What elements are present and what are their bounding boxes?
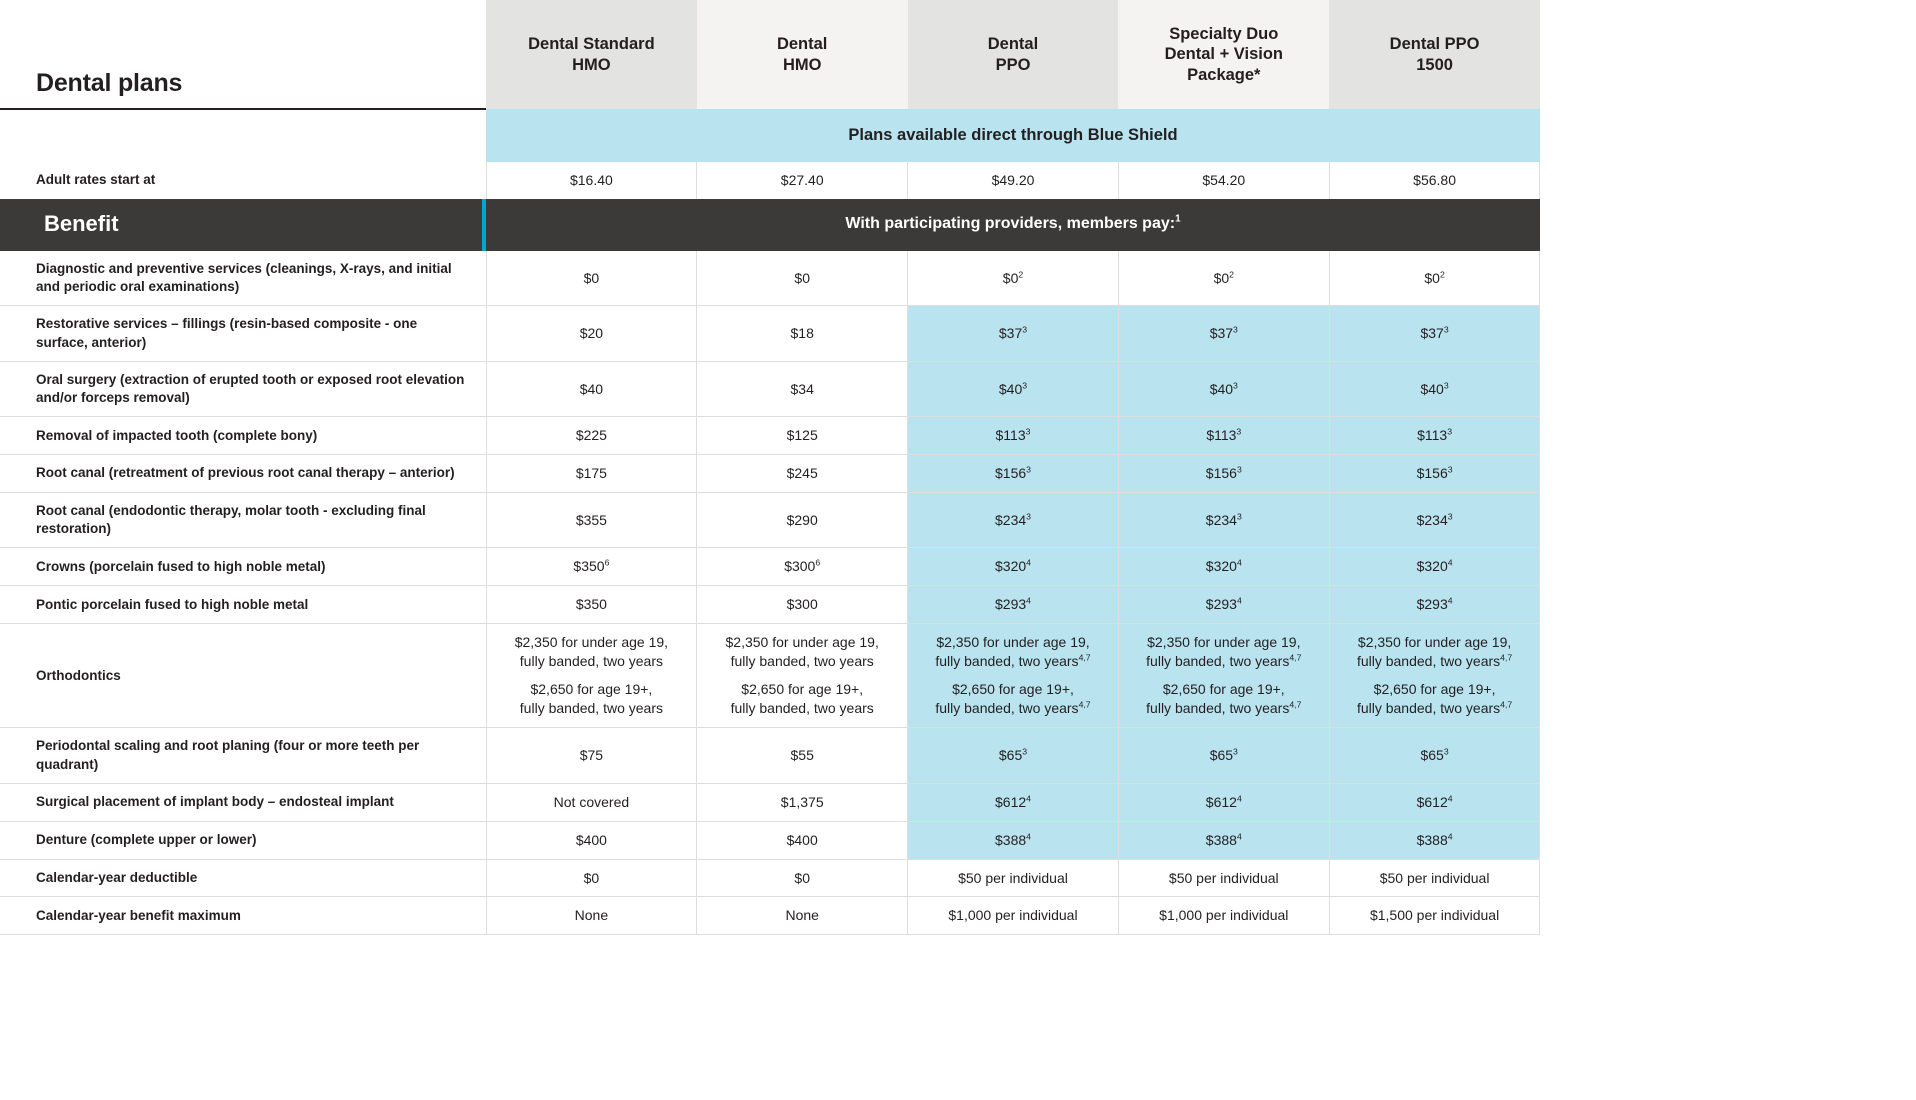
benefit-value-5: $\$234^3$	[1329, 492, 1540, 547]
benefit-value-4: $\$113^3$	[1118, 417, 1329, 455]
adult-rate-value-1: $16.40	[486, 162, 697, 199]
benefit-value-3: $\$156^3$	[908, 455, 1119, 493]
benefit-row-label: Pontic porcelain fused to high noble metal	[0, 586, 486, 624]
adult-rate-value-3: $49.20	[908, 162, 1119, 199]
benefit-value-4: $\$40^3$	[1118, 361, 1329, 416]
benefit-value-3: $50 per individual	[908, 859, 1119, 897]
benefit-value-3: $\$113^3$	[908, 417, 1119, 455]
footnote-marker: 3	[1022, 379, 1028, 390]
footnote-marker: 4,7	[1078, 699, 1091, 710]
adult-rate-value-2: $27.40	[697, 162, 908, 199]
benefit-value-3: $\$40^3$	[908, 361, 1119, 416]
footnote-marker: 3	[1233, 324, 1238, 335]
page-title-cell	[0, 0, 486, 109]
orthodontics-19-plus: $2,650 for age 19+, fully banded, two years$^{4,7}$	[1146, 681, 1302, 717]
footnote-marker: 4	[1026, 793, 1031, 804]
benefit-value-3: $\$234^3$	[908, 492, 1119, 547]
benefit-value-2: $55	[697, 728, 908, 783]
orthodontics-19-plus: $2,650 for age 19+, fully banded, two years	[519, 681, 663, 717]
plan-column-header-1: Dental Standard HMO	[486, 0, 697, 109]
benefit-row	[0, 897, 1540, 935]
benefit-value-2: $34	[697, 361, 908, 416]
benefit-header-row	[0, 199, 1540, 251]
benefit-value-5: $\$65^3$	[1329, 728, 1540, 783]
benefit-value-3: $\$0^2$	[908, 251, 1119, 306]
footnote-marker: 2	[1229, 269, 1234, 279]
footnote-marker: 4	[1447, 831, 1453, 841]
benefit-row	[0, 821, 1540, 859]
footnote-marker: 2	[1439, 269, 1445, 279]
orthodontics-gap	[495, 671, 689, 680]
orthodontics-value-5	[1329, 624, 1540, 728]
footnote-marker: 4,7	[1289, 699, 1302, 710]
footnote-marker: 4,7	[1078, 652, 1091, 663]
benefit-header-note: With participating providers, members pay:$^1$	[486, 199, 1540, 251]
footnote-marker: 3	[1233, 379, 1238, 390]
benefit-value-4: $\$293^4$	[1118, 586, 1329, 624]
benefit-row	[0, 361, 1540, 416]
benefit-value-1: $0	[486, 859, 697, 897]
benefit-value-3: $1,000 per individual	[908, 897, 1119, 935]
orthodontics-value-2	[697, 624, 908, 728]
orthodontics-19-plus: $2,650 for age 19+, fully banded, two years$^{4,7}$	[935, 681, 1091, 717]
benefit-row	[0, 548, 1540, 586]
benefit-value-1: $\$350^6$	[486, 548, 697, 586]
footnote-marker: 6	[604, 557, 610, 568]
footnote-marker: 3	[1443, 379, 1449, 390]
benefit-row-label: Diagnostic and preventive services (cleanings, X-rays, and initial and periodic oral examinations)	[0, 251, 486, 306]
benefit-value-2: $1,375	[697, 783, 908, 821]
benefit-value-4: $\$65^3$	[1118, 728, 1329, 783]
benefit-value-4: $50 per individual	[1118, 859, 1329, 897]
adult-rate-value-5: $56.80	[1329, 162, 1540, 199]
benefit-value-1: $355	[486, 492, 697, 547]
benefit-value-1: $40	[486, 361, 697, 416]
availability-band-text: Plans available direct through Blue Shield	[486, 109, 1540, 162]
footnote-marker: 4	[1026, 595, 1031, 606]
orthodontics-value-1	[486, 624, 697, 728]
orthodontics-row	[0, 624, 1540, 728]
benefit-header-label: Benefit	[0, 199, 486, 251]
orthodontics-under-19: $2,350 for under age 19, fully banded, two years$^{4,7}$	[1146, 634, 1302, 670]
orthodontics-under-19: $2,350 for under age 19, fully banded, two years	[514, 634, 669, 670]
orthodontics-gap	[1338, 671, 1532, 680]
footnote-marker: 4	[1447, 557, 1453, 568]
benefit-value-3: $\$612^4$	[908, 783, 1119, 821]
benefit-value-2: $290	[697, 492, 908, 547]
footnote-marker: 3	[1025, 426, 1031, 437]
benefit-value-4: $\$388^4$	[1118, 821, 1329, 859]
orthodontics-under-19: $2,350 for under age 19, fully banded, two years$^{4,7}$	[1356, 634, 1513, 670]
benefit-value-1: $350	[486, 586, 697, 624]
orthodontics-gap	[1127, 671, 1321, 680]
benefit-row	[0, 455, 1540, 493]
availability-band-spacer	[0, 109, 486, 162]
benefit-value-2: $0	[697, 859, 908, 897]
benefit-value-2: $18	[697, 306, 908, 361]
plan-column-header-3: Dental PPO	[908, 0, 1119, 109]
benefit-value-5: $\$612^4$	[1329, 783, 1540, 821]
benefit-row-label: Removal of impacted tooth (complete bony)	[0, 417, 486, 455]
benefit-row	[0, 783, 1540, 821]
footnote-marker: 4	[1236, 557, 1242, 568]
benefit-value-2: $0	[697, 251, 908, 306]
benefit-value-4: $\$37^3$	[1118, 306, 1329, 361]
benefit-value-1: None	[486, 897, 697, 935]
benefit-value-4: $\$156^3$	[1118, 455, 1329, 493]
benefit-value-2: None	[697, 897, 908, 935]
benefit-value-2: $300	[697, 586, 908, 624]
benefit-value-5: $\$293^4$	[1329, 586, 1540, 624]
footnote-marker: 3	[1233, 746, 1238, 757]
footnote-marker: 4	[1236, 595, 1242, 606]
benefit-value-1: Not covered	[486, 783, 697, 821]
adult-rate-value-4: $54.20	[1118, 162, 1329, 199]
orthodontics-19-plus: $2,650 for age 19+, fully banded, two years$^{4,7}$	[1356, 681, 1513, 717]
benefit-value-1: $0	[486, 251, 697, 306]
benefit-value-3: $\$65^3$	[908, 728, 1119, 783]
benefit-value-3: $\$37^3$	[908, 306, 1119, 361]
orthodontics-label: Orthodontics	[0, 624, 486, 728]
benefit-value-5: $\$156^3$	[1329, 455, 1540, 493]
footnote-marker: 4	[1026, 831, 1031, 841]
benefit-row-label: Surgical placement of implant body – endosteal implant	[0, 783, 486, 821]
benefit-value-1: $225	[486, 417, 697, 455]
benefit-row-label: Crowns (porcelain fused to high noble metal)	[0, 548, 486, 586]
benefit-value-1: $400	[486, 821, 697, 859]
benefit-value-5: $\$37^3$	[1329, 306, 1540, 361]
benefit-value-5: $\$113^3$	[1329, 417, 1540, 455]
benefit-value-4: $\$320^4$	[1118, 548, 1329, 586]
plan-column-header-5: Dental PPO 1500	[1329, 0, 1540, 109]
footnote-marker: 3	[1447, 426, 1453, 437]
benefit-value-1: $175	[486, 455, 697, 493]
footnote-marker: 4,7	[1289, 652, 1302, 663]
adult-rates-label: Adult rates start at	[0, 162, 486, 199]
benefit-row	[0, 728, 1540, 783]
adult-rates-row	[0, 162, 1540, 199]
footnote-marker: 4	[1026, 557, 1031, 568]
benefit-value-2: $245	[697, 455, 908, 493]
benefit-value-5: $\$0^2$	[1329, 251, 1540, 306]
plan-column-header-2: Dental HMO	[697, 0, 908, 109]
benefit-row-label: Restorative services – fillings (resin-based composite - one surface, anterior)	[0, 306, 486, 361]
orthodontics-value-3	[908, 624, 1119, 728]
benefit-value-1: $75	[486, 728, 697, 783]
benefit-row-label: Denture (complete upper or lower)	[0, 821, 486, 859]
footnote-marker: 3	[1447, 464, 1453, 475]
footnote-marker: 4	[1236, 831, 1242, 841]
benefit-row	[0, 306, 1540, 361]
footnote-marker: 4,7	[1500, 699, 1513, 710]
benefit-value-5: $50 per individual	[1329, 859, 1540, 897]
footnote-marker: 3	[1026, 511, 1031, 522]
benefit-value-5: $\$320^4$	[1329, 548, 1540, 586]
benefit-row-label: Oral surgery (extraction of erupted tooth or exposed root elevation and/or forceps removal)	[0, 361, 486, 416]
benefit-value-2: $125	[697, 417, 908, 455]
availability-band-row	[0, 109, 1540, 162]
benefit-row	[0, 859, 1540, 897]
benefit-value-3: $\$293^4$	[908, 586, 1119, 624]
footnote-marker: 6	[815, 557, 821, 568]
benefit-row	[0, 251, 1540, 306]
benefit-row	[0, 492, 1540, 547]
benefit-row-label: Root canal (endodontic therapy, molar tooth - excluding final restoration)	[0, 492, 486, 547]
footnote-marker: 4	[1447, 793, 1453, 804]
benefit-value-2: $400	[697, 821, 908, 859]
benefit-value-5: $\$40^3$	[1329, 361, 1540, 416]
orthodontics-value-4	[1118, 624, 1329, 728]
benefit-row-label: Calendar-year deductible	[0, 859, 486, 897]
plan-column-header-4: Specialty Duo Dental + Vision Package*	[1118, 0, 1329, 109]
benefit-value-4: $1,000 per individual	[1118, 897, 1329, 935]
benefit-value-5: $\$388^4$	[1329, 821, 1540, 859]
benefit-value-4: $\$234^3$	[1118, 492, 1329, 547]
orthodontics-19-plus: $2,650 for age 19+, fully banded, two years	[730, 681, 874, 717]
footnote-marker: 1	[1175, 213, 1181, 225]
footnote-marker: 3	[1443, 746, 1449, 757]
benefit-row-label: Calendar-year benefit maximum	[0, 897, 486, 935]
orthodontics-under-19: $2,350 for under age 19, fully banded, two years$^{4,7}$	[935, 634, 1091, 670]
page-title: Dental plans	[36, 68, 183, 97]
orthodontics-under-19: $2,350 for under age 19, fully banded, two years	[725, 634, 879, 670]
footnote-marker: 4	[1236, 793, 1242, 804]
footnote-marker: 3	[1236, 464, 1242, 475]
table-header-row	[0, 0, 1540, 109]
benefit-value-3: $\$388^4$	[908, 821, 1119, 859]
footnote-marker: 2	[1018, 269, 1024, 279]
footnote-marker: 3	[1022, 746, 1028, 757]
footnote-marker: 3	[1022, 324, 1028, 335]
benefit-row	[0, 586, 1540, 624]
benefit-value-2: $\$300^6$	[697, 548, 908, 586]
footnote-marker: 3	[1026, 464, 1031, 475]
benefit-value-5: $1,500 per individual	[1329, 897, 1540, 935]
benefit-value-4: $\$612^4$	[1118, 783, 1329, 821]
footnote-marker: 3	[1236, 426, 1242, 437]
footnote-marker: 3	[1236, 511, 1242, 522]
orthodontics-gap	[916, 671, 1110, 680]
benefit-row	[0, 417, 1540, 455]
benefit-value-4: $\$0^2$	[1118, 251, 1329, 306]
benefit-value-1: $20	[486, 306, 697, 361]
benefit-row-label: Root canal (retreatment of previous root canal therapy – anterior)	[0, 455, 486, 493]
benefit-value-3: $\$320^4$	[908, 548, 1119, 586]
orthodontics-gap	[705, 671, 899, 680]
footnote-marker: 4,7	[1500, 652, 1513, 663]
benefit-row-label: Periodontal scaling and root planing (four or more teeth per quadrant)	[0, 728, 486, 783]
footnote-marker: 3	[1443, 324, 1449, 335]
footnote-marker: 4	[1447, 595, 1453, 606]
footnote-marker: 3	[1447, 511, 1453, 522]
